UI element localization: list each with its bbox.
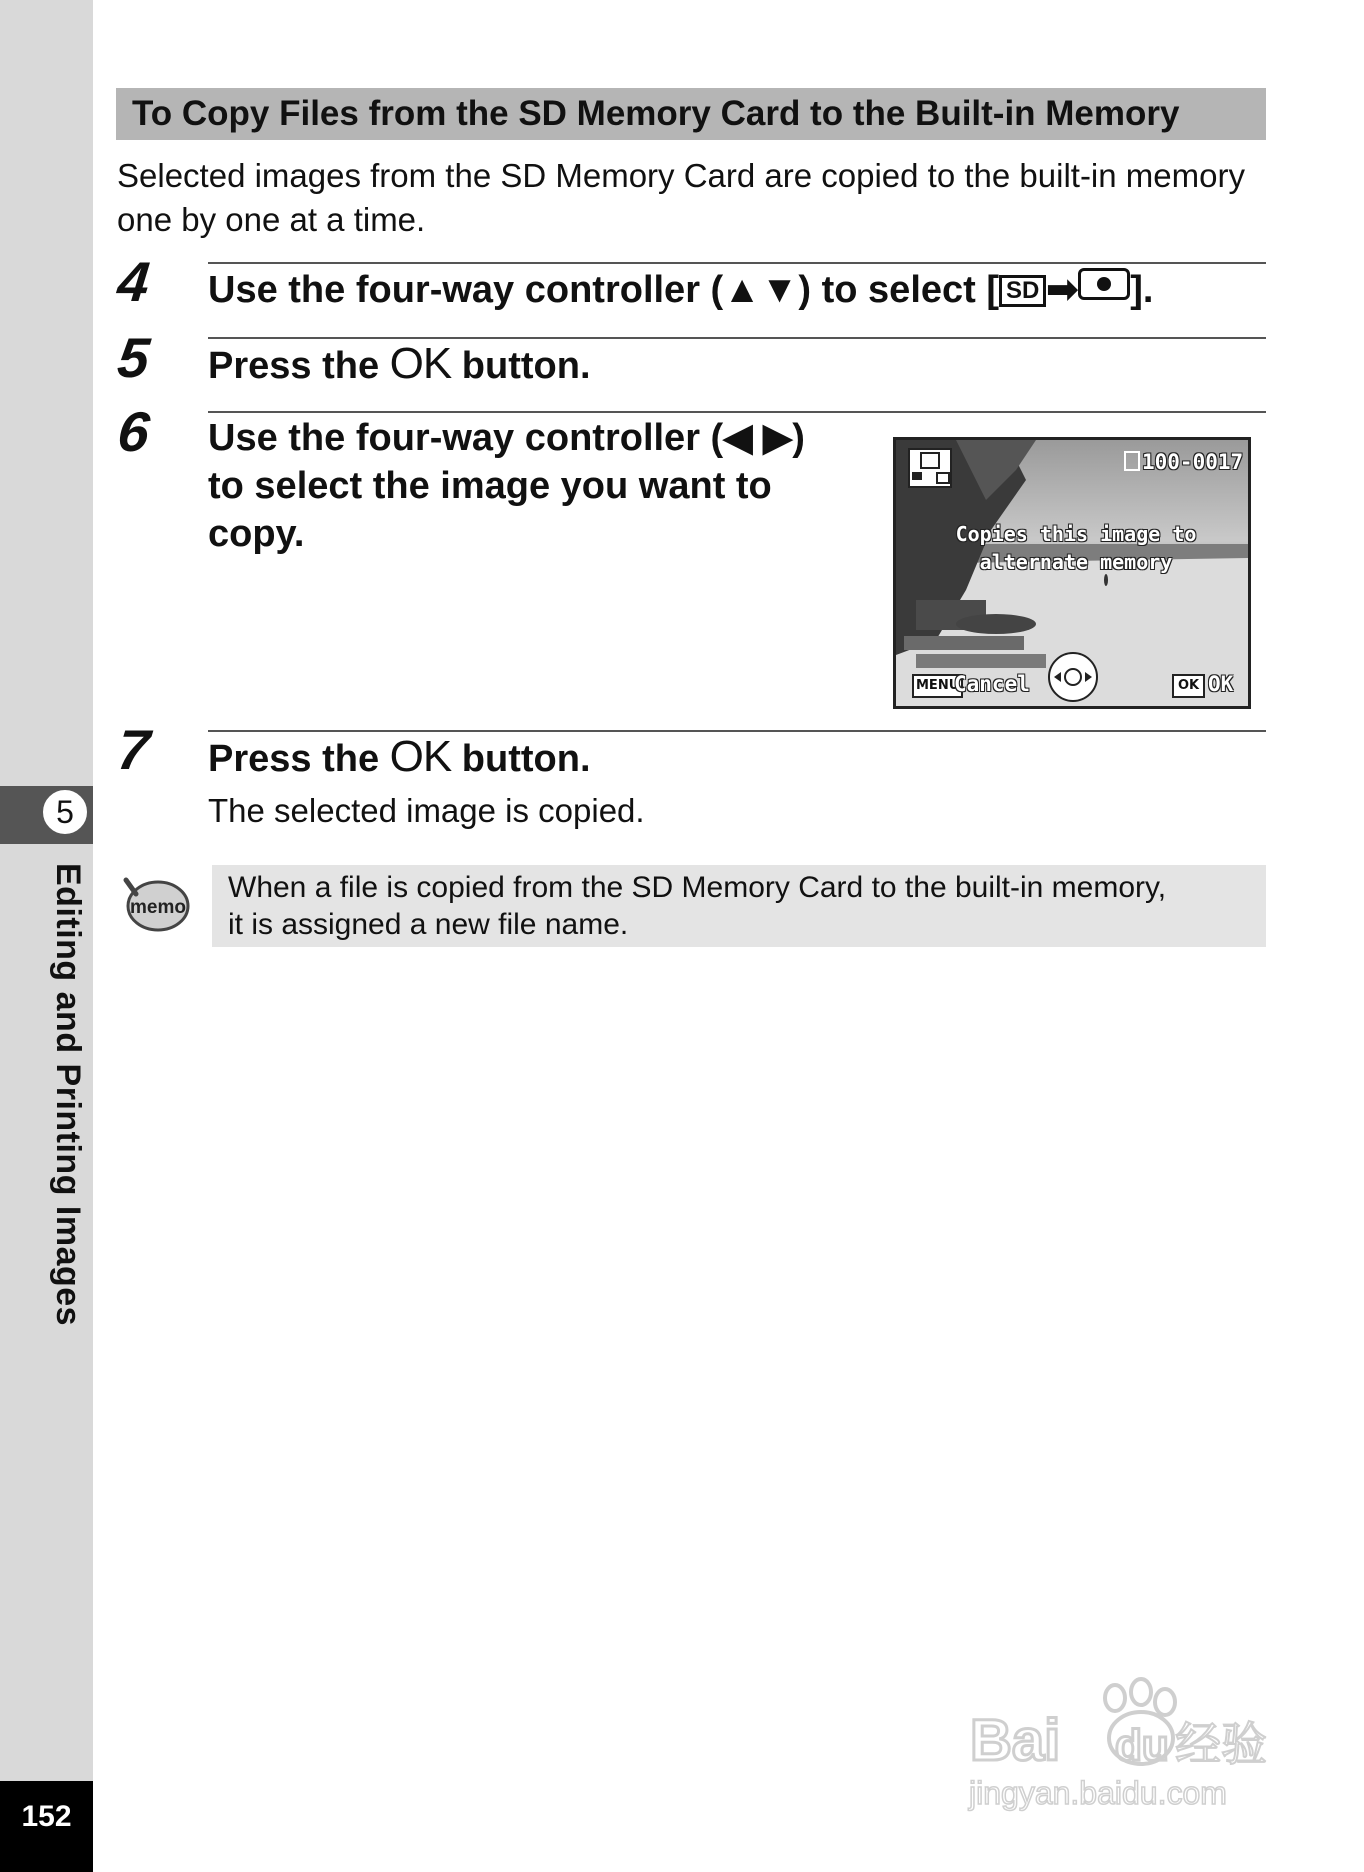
copy-message <box>936 520 1216 576</box>
memo-icon <box>120 874 190 934</box>
step-4-text-end: ]. <box>1130 269 1154 311</box>
step-7-instruction <box>208 733 591 783</box>
step-5-text-end: button. <box>451 345 591 387</box>
step-7-text: Press the <box>208 738 390 780</box>
watermark-url: jingyan.baidu.com <box>969 1775 1227 1811</box>
step-4-text: Use the four-way controller (▲▼) to select [ <box>208 269 1000 311</box>
ok-button-icon: OK <box>1172 674 1205 698</box>
chapter-title: Editing and Printing Images <box>49 863 87 1327</box>
step-divider <box>208 337 1266 339</box>
section-intro: Selected images from the SD Memory Card are copied to the built-in memory one by one at a time. <box>117 157 1245 238</box>
menu-button-icon: MENU <box>912 674 963 698</box>
file-number: 100-0017 <box>1142 450 1244 474</box>
step-6-line-3: copy. <box>208 513 305 555</box>
step-divider <box>208 730 1266 732</box>
step-divider <box>208 411 1266 413</box>
memo-line-1: When a file is copied from the SD Memory Card to the built-in memory, <box>228 871 1167 904</box>
step-7-text-end: button. <box>451 738 591 780</box>
step-divider <box>208 262 1266 264</box>
copy-mode-icon <box>908 448 952 488</box>
cancel-label: Cancel <box>954 672 1030 696</box>
step-number: 7 <box>114 718 153 781</box>
watermark-cn: 经验 <box>1175 1717 1267 1771</box>
step-number: 5 <box>114 326 153 389</box>
step-6-line-1: Use the four-way controller (◀ ▶) <box>208 417 805 459</box>
step-number: 4 <box>114 250 153 313</box>
memo-note <box>212 865 1266 947</box>
chapter-number: 5 <box>40 787 90 837</box>
step-6-line-2: to select the image you want to <box>208 465 772 507</box>
step-5-text: Press the <box>208 345 390 387</box>
ok-button-label: OK <box>389 732 452 781</box>
arrow-right-icon: ➡ <box>1046 269 1079 311</box>
step-5-instruction <box>208 340 591 390</box>
step-7-result: The selected image is copied. <box>208 792 645 829</box>
four-way-controller-icon <box>1046 650 1100 704</box>
copy-message-line-2: alternate memory <box>979 550 1173 574</box>
ok-label: OK <box>1208 672 1234 696</box>
section-title: To Copy Files from the SD Memory Card to the Built-in Memory <box>116 88 1266 140</box>
sd-card-icon <box>1124 451 1140 471</box>
built-in-memory-icon <box>1078 268 1130 300</box>
step-number: 6 <box>114 400 153 463</box>
file-counter <box>1124 450 1243 474</box>
baidu-watermark-logo <box>965 1672 1295 1822</box>
watermark-brand-2: du <box>1115 1721 1169 1770</box>
memo-icon-label: memo <box>130 897 186 918</box>
camera-screen-illustration <box>893 437 1251 709</box>
copy-message-line-1: Copies this image to <box>955 522 1197 546</box>
sd-card-icon: SD <box>999 275 1046 307</box>
step-4-instruction <box>208 266 1153 314</box>
page-number: 152 <box>21 1800 72 1833</box>
ok-button-label: OK <box>389 339 452 388</box>
memo-line-2: it is assigned a new file name. <box>228 908 629 941</box>
watermark-brand: Bai <box>970 1708 1061 1773</box>
